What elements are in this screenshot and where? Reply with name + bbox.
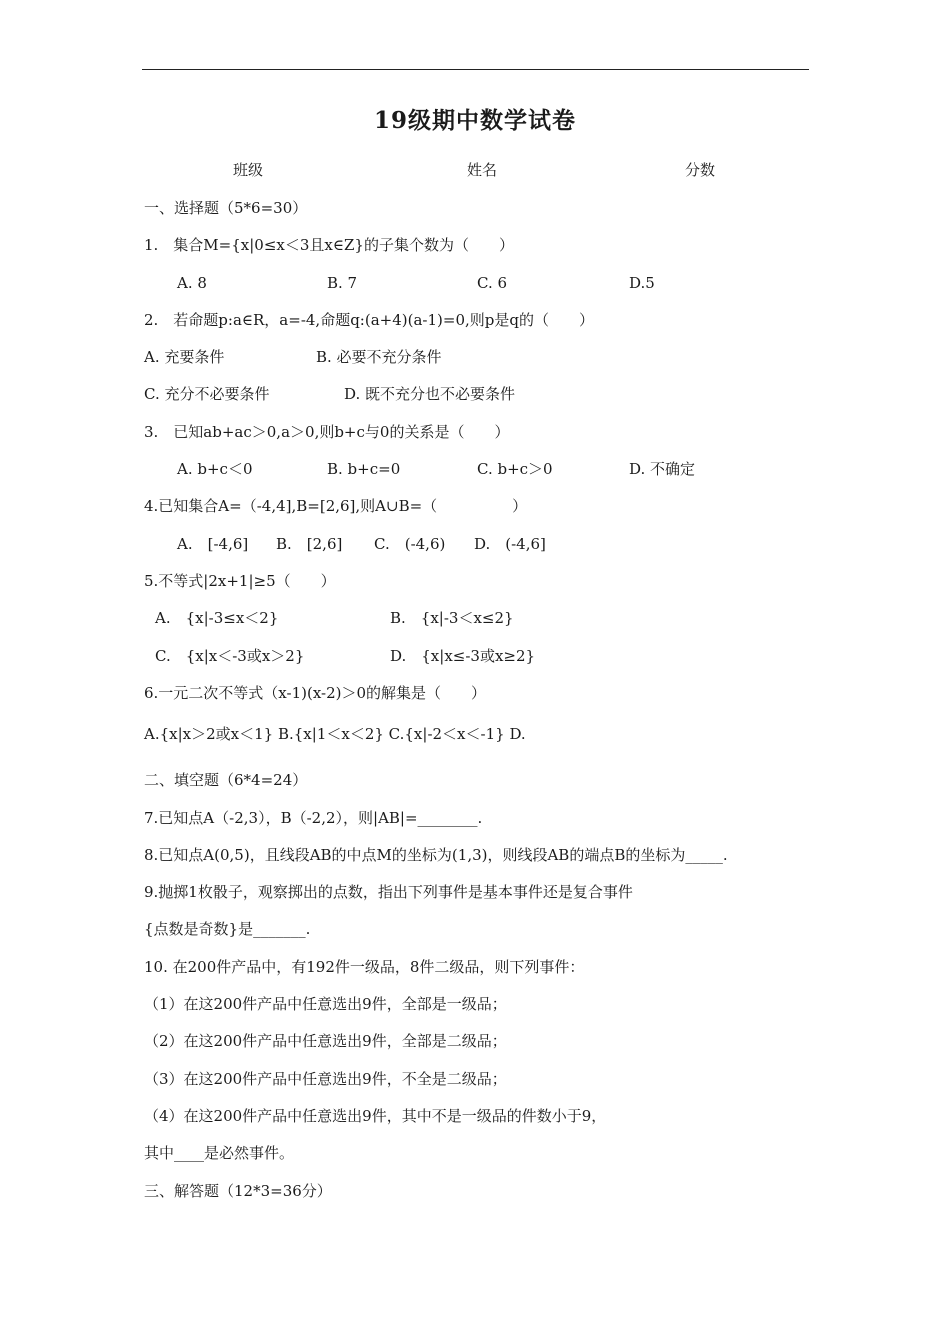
- q3-option-c: C. b+c＞0: [477, 460, 553, 478]
- q1-option-b: B. 7: [327, 274, 358, 292]
- section2-heading: 二、填空题（6*4=24）: [144, 771, 308, 789]
- question-5: 5.不等式|2x+1|≥5（ ）: [144, 572, 336, 590]
- q10-item-4: （4）在这200件产品中任意选出9件，其中不是一级品的件数小于9，: [144, 1107, 607, 1125]
- section3-heading: 三、解答题（12*3=36分）: [144, 1182, 332, 1200]
- q2-option-a: A. 充要条件: [144, 348, 225, 366]
- score-field-label: 分数: [685, 161, 716, 179]
- name-field-label: 姓名: [467, 161, 498, 179]
- q3-option-a: A. b+c＜0: [177, 460, 253, 478]
- q1-option-d: D.5: [629, 274, 655, 292]
- question-9-line2: {点数是奇数}是_______.: [144, 920, 311, 938]
- q10-item-2: （2）在这200件产品中任意选出9件，全部是二级品；: [144, 1032, 507, 1050]
- q4-option-c: C. (-4,6): [374, 535, 446, 553]
- q6-options: A.{x|x＞2或x＜1} B.{x|1＜x＜2} C.{x|-2＜x＜-1} D.: [144, 725, 526, 743]
- question-6: 6.一元二次不等式（x-1)(x-2)＞0的解集是（ ）: [144, 684, 487, 702]
- q2-option-d: D. 既不充分也不必要条件: [344, 385, 516, 403]
- q1-option-c: C. 6: [477, 274, 508, 292]
- exam-title: 19级期中数学试卷: [373, 107, 576, 134]
- section1-heading: 一、选择题（5*6=30）: [144, 199, 308, 217]
- q4-option-a: A. [-4,6]: [177, 535, 249, 553]
- q4-option-b: B. [2,6]: [276, 535, 343, 553]
- question-1: 1. 集合M={x|0≤x＜3且x∈Z}的子集个数为（ ）: [144, 236, 514, 254]
- question-4: 4.已知集合A=（-4,4],B=[2,6],则A∪B=（ ）: [144, 497, 528, 515]
- question-9-line1: 9.抛掷1枚骰子，观察掷出的点数，指出下列事件是基本事件还是复合事件: [144, 883, 633, 901]
- q2-option-b: B. 必要不充分条件: [316, 348, 442, 366]
- header-rule: [142, 69, 809, 70]
- question-8: 8.已知点A(0,5)，且线段AB的中点M的坐标为(1,3)，则线段AB的端点B的坐标为_____.: [144, 846, 728, 864]
- q5-option-a: A. {x|-3≤x＜2}: [155, 609, 279, 627]
- q2-option-c: C. 充分不必要条件: [144, 385, 270, 403]
- q3-option-b: B. b+c=0: [327, 460, 401, 478]
- q10-item-3: （3）在这200件产品中任意选出9件，不全是二级品；: [144, 1070, 507, 1088]
- question-10-line1: 10. 在200件产品中，有192件一级品，8件二级品，则下列事件：: [144, 958, 585, 976]
- question-7: 7.已知点A（-2,3），B（-2,2），则|AB|=________.: [144, 809, 483, 827]
- question-2: 2. 若命题p:a∈R，a=-4,命题q:(a+4)(a-1)=0,则p是q的（ ）: [144, 311, 594, 329]
- q3-option-d: D. 不确定: [629, 460, 696, 478]
- class-field-label: 班级: [233, 161, 264, 179]
- q10-item-1: （1）在这200件产品中任意选出9件，全部是一级品；: [144, 995, 507, 1013]
- q5-option-b: B. {x|-3＜x≤2}: [390, 609, 514, 627]
- q5-option-d: D. {x|x≤-3或x≥2}: [390, 647, 536, 665]
- question-3: 3. 已知ab+ac＞0,a＞0,则b+c与0的关系是（ ）: [144, 423, 510, 441]
- question-10-conclusion: 其中____是必然事件。: [144, 1144, 295, 1162]
- q5-option-c: C. {x|x＜-3或x＞2}: [155, 647, 305, 665]
- q4-option-d: D. (-4,6]: [474, 535, 546, 553]
- q1-option-a: A. 8: [177, 274, 207, 292]
